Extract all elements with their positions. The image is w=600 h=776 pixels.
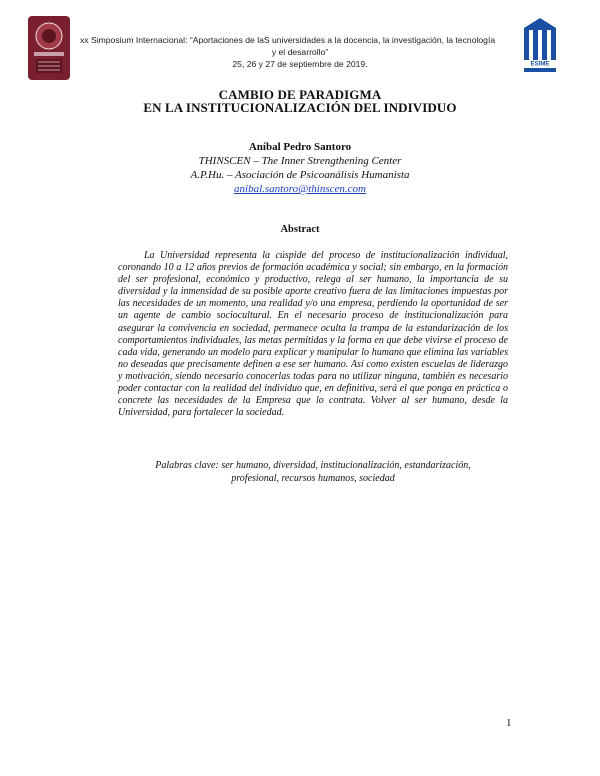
author-email-link[interactable]: anibal.santoro@thinscen.com: [234, 183, 366, 195]
title-line-1: CAMBIO DE PARADIGMA: [218, 87, 382, 102]
header-line-2: y el desarrollo”: [271, 47, 329, 57]
abstract-heading: Abstract: [280, 224, 320, 235]
header-line-1: xx Simposium Internacional: “Aportaciones de laS universidades a la docencia, la investigación, la tecnología: [80, 35, 496, 45]
affiliation-2: A.P.Hu. – Asociación de Psicoanálisis Humanista: [190, 169, 410, 181]
university-seal-logo: [26, 14, 72, 82]
esime-logo-text: ESIME: [530, 61, 550, 68]
keywords-line-1: Palabras clave: ser humano, diversidad, institucionalización, estandarización,: [155, 460, 471, 471]
page-number: 1: [506, 717, 512, 729]
keywords-line-2: profesional, recursos humanos, sociedad: [231, 472, 395, 484]
author-block: [80, 140, 520, 196]
esime-logo: [520, 16, 560, 74]
paper-title: [80, 88, 520, 114]
header-line-3: 25, 26 y 27 de septiembre de 2019.: [232, 59, 368, 69]
title-line-2: EN LA INSTITUCIONALIZACIÓN DEL INDIVIDUO: [143, 100, 457, 115]
abstract-body: La Universidad representa la cúspide del proceso de institucionalización individual, coronando 10 a 12 años previos de formación académica y social; sin embargo, en la formación del ser profesional, económico y productivo, relega al ser humano, la importancia de su diversidad y la inmensidad de su posible aporte creativo fuera de las limitaciones impuestas por las necesidades de un momento, una realidad y/o una empresa, perdiendo la oportunidad de ser un agente de cambio sociocultural. En el necesario proceso de institucionalización para asegurar la convivencia en sociedad, permanece oculta la trampa de la estandarización de los comportamientos individuales, las metas permitidas y la forma en que debe vivirse el proceso de cada vida, generando un modelo para explicar y manipular lo humano que elimina las variables no deseadas que precisamente definen a ese ser humano. Así como existen escuelas de liderazgo y motivación, siendo necesario conocerlas todas para no utilizar ninguna, también es necesario poder contactar con la realidad del individuo que, en definitiva, será el que ponga en práctica o concrete las necesidades de la Empresa que lo contrata. Volver al ser humano, desde la Universidad, para fortalecer la sociedad.: [118, 250, 508, 419]
keywords: [118, 460, 508, 485]
conference-header: [80, 34, 520, 70]
author-name: Aníbal Pedro Santoro: [248, 141, 352, 153]
affiliation-1: THINSCEN – The Inner Strengthening Center: [198, 155, 402, 167]
